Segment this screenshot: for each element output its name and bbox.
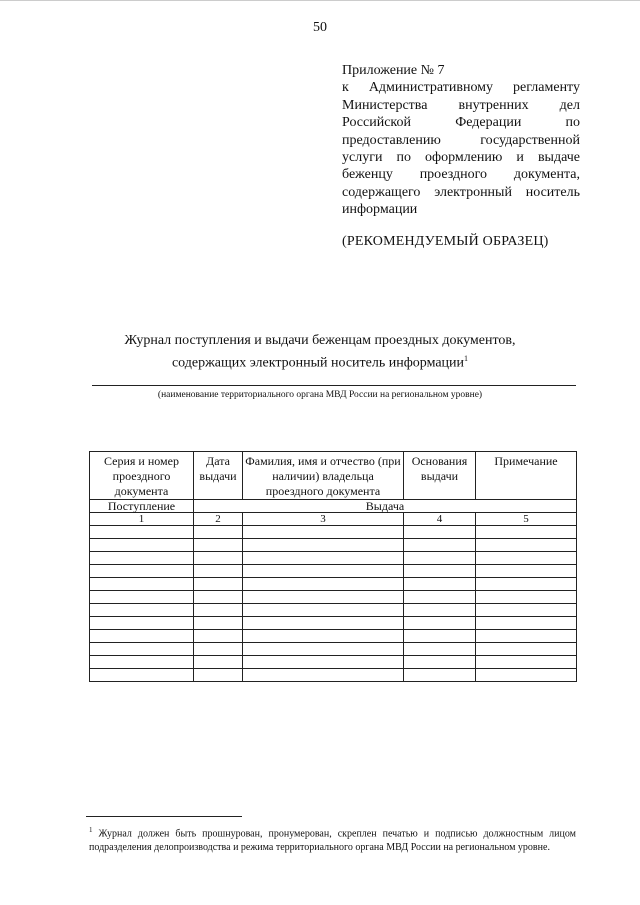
appendix-word: электронный: [434, 184, 512, 200]
table-header-row: [90, 452, 577, 500]
table-cell[interactable]: [476, 617, 577, 630]
appendix-word: содержащего: [342, 184, 421, 200]
appendix-word: Министерства: [342, 97, 428, 113]
table-cell[interactable]: [476, 643, 577, 656]
table-row: [90, 539, 577, 552]
appendix-word: документа,: [513, 167, 580, 183]
table-cell[interactable]: [194, 656, 243, 669]
table-cell[interactable]: [90, 604, 194, 617]
appendix-word: по: [396, 150, 411, 166]
table-row: [90, 643, 577, 656]
appendix-word: беженцу: [342, 167, 393, 183]
appendix-word: регламенту: [513, 80, 580, 96]
table-cell[interactable]: [194, 669, 243, 682]
table-row: [90, 656, 577, 669]
appendix-word: и: [516, 150, 524, 166]
footnote: [89, 823, 576, 855]
appendix-word: оформлению: [425, 150, 503, 166]
table-cell[interactable]: [194, 578, 243, 591]
table-cell[interactable]: [90, 552, 194, 565]
appendix-line: [342, 184, 580, 201]
table-row: [90, 552, 577, 565]
top-edge-rule: [0, 0, 640, 1]
table-cell[interactable]: [243, 669, 404, 682]
table-cell[interactable]: [476, 591, 577, 604]
table-cell[interactable]: [476, 604, 577, 617]
appendix-word: дел: [559, 97, 580, 113]
table-cell[interactable]: [90, 617, 194, 630]
table-cell[interactable]: [404, 630, 476, 643]
table-cell[interactable]: [243, 565, 404, 578]
header-issue-grounds: Основания выдачи: [404, 452, 476, 500]
journal-table: [89, 451, 577, 682]
org-name-caption: (наименование территориального органа МВД России на региональном уровне): [157, 390, 483, 400]
table-group-row: [90, 500, 577, 513]
column-number: 2: [194, 513, 243, 526]
appendix-word: предоставлению: [342, 132, 441, 148]
column-number: 5: [476, 513, 577, 526]
page-number: 50: [313, 20, 327, 35]
appendix-word: услуги: [342, 150, 383, 166]
table-cell[interactable]: [90, 669, 194, 682]
group-receipt: Поступление: [90, 500, 194, 513]
appendix-word: государственной: [480, 132, 580, 148]
appendix-word: носитель: [525, 184, 580, 200]
table-cell[interactable]: [404, 643, 476, 656]
appendix-word: к: [342, 80, 349, 96]
table-cell[interactable]: [476, 630, 577, 643]
column-number: 3: [243, 513, 404, 526]
recommended-sample-label: (РЕКОМЕНДУЕМЫЙ ОБРАЗЕЦ): [342, 234, 549, 249]
table-cell[interactable]: [404, 539, 476, 552]
table-cell[interactable]: [243, 591, 404, 604]
footnote-separator: [86, 816, 242, 817]
table-cell[interactable]: [90, 656, 194, 669]
table-cell[interactable]: [194, 565, 243, 578]
appendix-word: Федерации: [455, 115, 522, 131]
appendix-word: выдаче: [537, 150, 580, 166]
appendix-word: Российской: [342, 115, 411, 131]
appendix-word: проездного: [419, 167, 488, 183]
footnote-text: Журнал должен быть прошнурован, пронумерован, скреплен печатью и подписью должностным лицом подразделения делопроизводства и режима территориального органа МВД России на региональном уровне.: [89, 828, 577, 854]
header-note: Примечание: [476, 452, 577, 500]
table-cell[interactable]: [404, 565, 476, 578]
table-cell[interactable]: [243, 578, 404, 591]
table-cell[interactable]: [194, 643, 243, 656]
journal-title-line-1: Журнал поступления и выдачи беженцам проездных документов,: [124, 333, 516, 348]
appendix-last-line: информации: [342, 202, 418, 218]
appendix-title: Приложение № 7: [342, 63, 445, 78]
table-cell[interactable]: [476, 539, 577, 552]
table-cell[interactable]: [476, 565, 577, 578]
table-column-numbers: [90, 513, 577, 526]
table-row: [90, 630, 577, 643]
column-number: 4: [404, 513, 476, 526]
table-cell[interactable]: [243, 656, 404, 669]
table-cell[interactable]: [194, 630, 243, 643]
appendix-line: [342, 79, 580, 96]
table-cell[interactable]: [404, 669, 476, 682]
header-owner-name: Фамилия, имя и отчество (при наличии) владельца проездного документа: [243, 452, 404, 500]
appendix-word: внутренних: [458, 97, 529, 113]
table-cell[interactable]: [194, 604, 243, 617]
table-cell[interactable]: [243, 539, 404, 552]
footnote-ref: 1: [464, 354, 469, 363]
table-cell[interactable]: [194, 591, 243, 604]
table-cell[interactable]: [90, 630, 194, 643]
footnote-mark: 1: [89, 826, 93, 834]
table-cell[interactable]: [476, 669, 577, 682]
table-row: [90, 526, 577, 539]
table-cell[interactable]: [90, 526, 194, 539]
table-cell[interactable]: [194, 526, 243, 539]
table-row: [90, 669, 577, 682]
appendix-line: [342, 132, 580, 149]
table-cell[interactable]: [404, 578, 476, 591]
table-cell[interactable]: [243, 643, 404, 656]
table-cell[interactable]: [90, 565, 194, 578]
org-name-line: [92, 385, 576, 386]
table-row: [90, 591, 577, 604]
column-number: 1: [90, 513, 194, 526]
table-cell[interactable]: [243, 552, 404, 565]
table-cell[interactable]: [194, 539, 243, 552]
table-row: [90, 604, 577, 617]
table-row: [90, 617, 577, 630]
table-cell[interactable]: [243, 617, 404, 630]
appendix-block: [342, 62, 580, 219]
table-cell[interactable]: [90, 578, 194, 591]
table-cell[interactable]: [404, 591, 476, 604]
table-cell[interactable]: [90, 591, 194, 604]
appendix-line: [342, 97, 580, 114]
appendix-word: по: [565, 115, 580, 131]
journal-title-line-2: [0, 350, 640, 373]
group-issue: Выдача: [194, 500, 577, 513]
table-cell[interactable]: [404, 526, 476, 539]
table-cell[interactable]: [476, 552, 577, 565]
table-cell[interactable]: [476, 578, 577, 591]
table-cell[interactable]: [243, 630, 404, 643]
journal-title: [0, 332, 640, 373]
table-cell[interactable]: [194, 552, 243, 565]
table-cell[interactable]: [476, 526, 577, 539]
table-cell[interactable]: [404, 656, 476, 669]
appendix-word: Административному: [368, 80, 494, 96]
table-cell[interactable]: [243, 604, 404, 617]
header-series-number: Серия и номер проездного документа: [90, 452, 194, 500]
appendix-line: [342, 149, 580, 166]
appendix-line: [342, 166, 580, 183]
table-cell[interactable]: [404, 617, 476, 630]
appendix-line: [342, 114, 580, 131]
journal-title-text: содержащих электронный носитель информации: [171, 355, 465, 371]
table-cell[interactable]: [404, 604, 476, 617]
table-cell[interactable]: [194, 617, 243, 630]
table-row: [90, 565, 577, 578]
table-cell[interactable]: [90, 643, 194, 656]
table-cell[interactable]: [404, 552, 476, 565]
table-cell[interactable]: [476, 656, 577, 669]
table-cell[interactable]: [90, 539, 194, 552]
table-row: [90, 578, 577, 591]
table-cell[interactable]: [243, 526, 404, 539]
header-issue-date: Дата выдачи: [194, 452, 243, 500]
